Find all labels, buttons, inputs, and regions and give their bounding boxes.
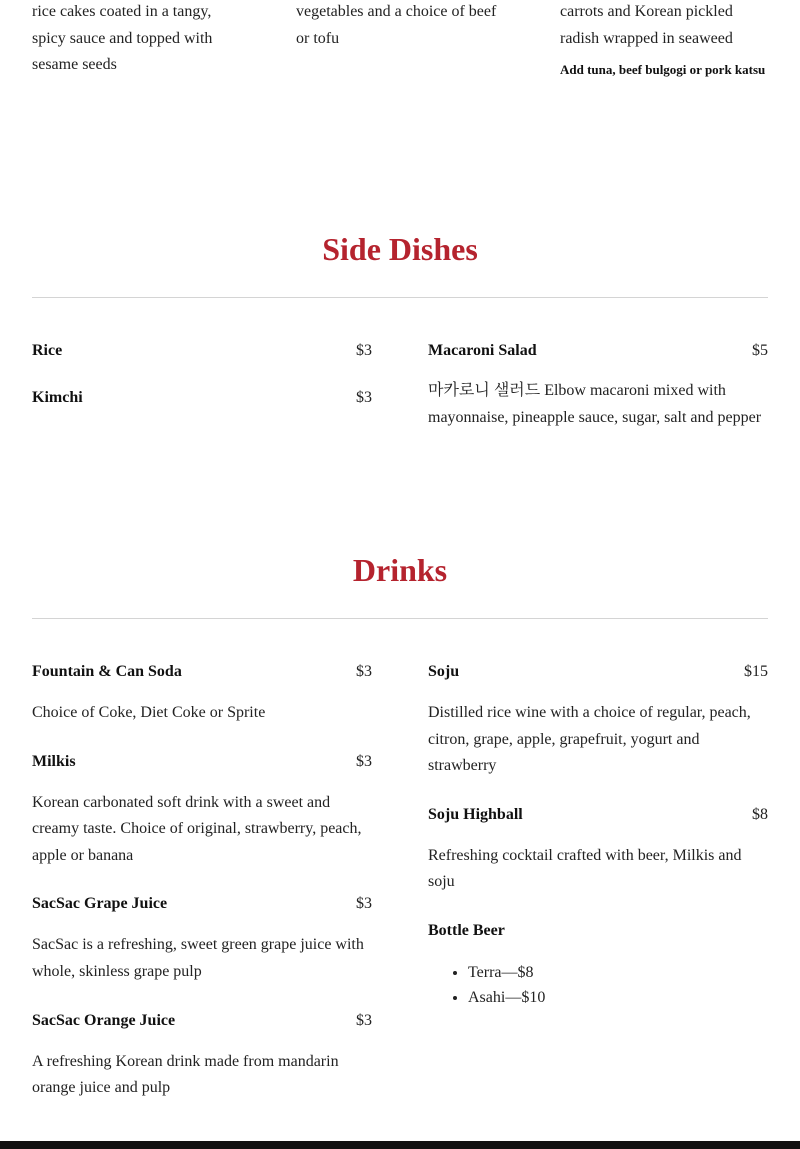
- item-description: A refreshing Korean drink made from mandarin orange juice and pulp: [32, 1052, 339, 1097]
- item-description: Choice of Coke, Diet Coke or Sprite: [32, 704, 266, 721]
- menu-item-sacsac-grape-juice: [32, 893, 372, 985]
- item-name: Soju Highball: [428, 805, 523, 823]
- item-price: $15: [744, 663, 768, 680]
- item-price: $3: [356, 752, 372, 770]
- menu-item-macaroni-salad: [428, 340, 768, 431]
- menu-item-sacsac-orange-juice: [32, 1010, 372, 1102]
- drinks-right-column: [428, 661, 768, 1010]
- menu-item-soju: [428, 661, 768, 780]
- item-name: Bottle Beer: [428, 921, 505, 939]
- section-divider: [32, 297, 768, 298]
- menu-item-fountain-can-soda: [32, 661, 372, 727]
- drinks-left-column: [32, 661, 372, 1102]
- side-dishes-left-column: [32, 340, 372, 409]
- item-price: $3: [356, 389, 372, 406]
- list-item: • Terra—$8: [468, 960, 768, 985]
- item-name: SacSac Grape Juice: [32, 895, 168, 913]
- item-name: SacSac Orange Juice: [32, 1011, 176, 1029]
- footer-bar: [0, 1141, 800, 1149]
- item-name: Rice: [32, 342, 63, 359]
- item-price: $5: [752, 342, 768, 359]
- item-description: 마카로니 샐러드 Elbow macaroni mixed with mayonnaise, pineapple sauce, sugar, salt and pepper: [428, 382, 762, 426]
- menu-item-soju-highball: [428, 804, 768, 896]
- item-price: $3: [356, 663, 372, 680]
- item-name: Fountain & Can Soda: [32, 663, 182, 680]
- item-price: $3: [356, 1011, 372, 1029]
- item-description: carrots and Korean pickled radish wrapped in seaweed: [560, 3, 733, 47]
- menu-item-rice: [32, 340, 372, 362]
- menu-item-desc-col1: [32, 0, 248, 79]
- side-dishes-right-column: [428, 340, 768, 431]
- item-price: $3: [356, 342, 372, 359]
- item-description: Distilled rice wine with a choice of regular, peach, citron, grape, apple, grapefruit, yogurt and strawberry: [428, 704, 751, 775]
- item-description: Korean carbonated soft drink with a sweet and creamy taste. Choice of original, strawberry, peach, apple or banana: [32, 793, 362, 864]
- menu-item-kimchi: [32, 387, 372, 409]
- menu-item-bottle-beer: [428, 920, 768, 1010]
- item-name: Macaroni Salad: [428, 342, 537, 359]
- item-description: SacSac is a refreshing, sweet green grape juice with whole, skinless grape pulp: [32, 936, 364, 980]
- item-name: Milkis: [32, 752, 76, 770]
- section-title-drinks: Drinks: [352, 552, 448, 588]
- section-divider: [32, 618, 768, 619]
- item-price: $3: [356, 895, 372, 913]
- item-addon-note: Add tuna, beef bulgogi or pork katsu: [560, 62, 766, 78]
- item-description: rice cakes coated in a tangy, spicy sauce and topped with sesame seeds: [32, 3, 213, 74]
- menu-item-milkis: [32, 751, 372, 870]
- menu-item-desc-col3: [560, 0, 770, 84]
- item-price: $8: [752, 805, 768, 823]
- item-description: vegetables and a choice of beef or tofu: [296, 3, 497, 47]
- section-title-side-dishes: Side Dishes: [322, 231, 478, 267]
- item-name: Soju: [428, 663, 460, 680]
- beer-options-list: [428, 960, 768, 1010]
- menu-item-desc-col2: [296, 0, 512, 52]
- item-name: Kimchi: [32, 389, 83, 406]
- list-item: • Asahi—$10: [468, 985, 768, 1010]
- item-description: Refreshing cocktail crafted with beer, Milkis and soju: [428, 846, 742, 891]
